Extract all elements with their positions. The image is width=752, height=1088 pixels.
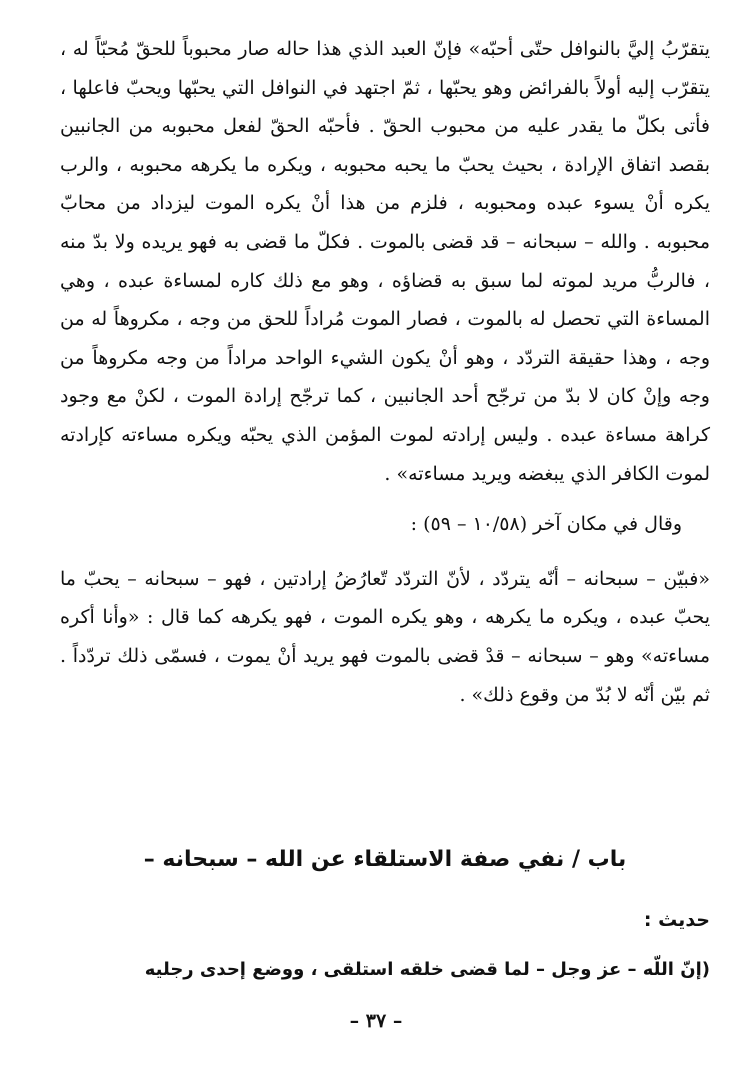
- paragraph-intro-2: وقال في مكان آخر (١٠/٥٨ – ٥٩) :: [410, 513, 682, 536]
- page-number: – ٣٧ –: [349, 1010, 403, 1032]
- paragraph-quote-1: يتقرّبُ إليَّ بالنوافل حتّى أحبّه» فإنّ العبد الذي هذا حاله صار محبوباً للحقّ مُحبّاً له ، يتقرّب إليه أولاً بالفرائض وهو يحبّها ، ثمّ اجتهد في النوافل التي يحبّها ويحبّ فاعلها ، فأتى بكلّ ما يقدر عليه من محبوب الحقّ . فأحبّه الحقّ لفعل محبوبه من الجانبين بقصد اتفاق الإرادة ، بحيث يحبّ ما يحبه محبوبه ، ويكره ما يكرهه محبوبه ، والرب يكره أنْ يسوء عبده ومحبوبه ، فلزم من هذا أنْ يكره الموت ليزداد من محابّ محبوبه . والله – سبحانه – قد قضى بالموت . فكلّ ما قضى به فهو يريده ولا بدّ منه ، فالربُّ مريد لموته لما سبق به قضاؤه ، وهو مع ذلك كاره لمساءة عبده ، وهي المساءة التي تحصل له بالموت ، فصار الموت مُراداً للحق من وجه ، مكروهاً له من وجه ، وهذا حقيقة التردّد ، وهو أنْ يكون الشيء الواحد مراداً من وجه مكروهاً من وجه وإنْ كان لا بدّ من ترجّح أحد الجانبين ، كما ترجّح إرادة الموت ، لكنْ مع وجود كراهة مساءة عبده . وليس إرادته لموت المؤمن الذي يحبّه ويكره مساءته كإرادته لموت الكافر الذي يبغضه ويريد مساءته» .: [60, 38, 710, 485]
- chapter-heading: باب / نفي صفة الاستلقاء عن الله – سبحانه –: [143, 847, 627, 872]
- body-text: [60, 30, 710, 714]
- paragraph-quote-2: «فبيّن – سبحانه – أنّه يتردّد ، لأنّ التردّد تّعارُضُ إرادتين ، فهو – سبحانه – يحبّ ما يحبّ عبده ، ويكره ما يكرهه ، وهو يكره الموت ، فهو يكرهه كما قال : «وأنا أكره مساءته» وهو – سبحانه – قدْ قضى بالموت فهو يريد أنْ يموت ، فسمّى ذلك تردّداً . ثم بيّن أنّه لا بُدّ من وقوع ذلك» .: [60, 567, 711, 706]
- hadith-label: حديث :: [643, 909, 710, 931]
- hadith-text: (إنّ اللّه – عز وجل – لما قضى خلقه استلقى ، ووضع إحدى رجليه: [144, 959, 710, 980]
